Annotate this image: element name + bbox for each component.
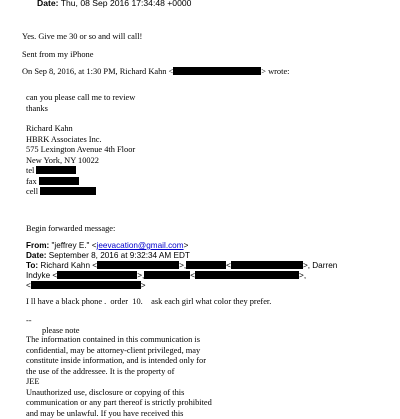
redaction-bar [57, 271, 137, 279]
to-sep: < [226, 261, 231, 270]
fwd-date-line [26, 251, 190, 261]
fax-label: fax [26, 177, 37, 186]
fwd-from-email-link[interactable]: jeevacation@gmail.com [97, 241, 184, 250]
wrote-line [22, 67, 290, 78]
disclaimer-line: constitute inside information, and is intended only for [26, 356, 212, 367]
quoted-line-1: can you please call me to review [26, 93, 135, 104]
redaction-bar [144, 271, 190, 279]
to-sep: >, [299, 271, 306, 280]
fwd-to-label: To: [26, 261, 38, 270]
disclaimer-line: JEE [26, 377, 212, 388]
to-sep: >, [137, 271, 144, 280]
redaction-bar [195, 271, 299, 279]
fwd-to-line2-start: Indyke < [26, 271, 57, 280]
begin-forwarded: Begin forwarded message: [26, 224, 115, 235]
redaction-bar [36, 166, 76, 174]
to-sep: > [141, 281, 146, 290]
disclaimer-line: The information contained in this communication is [26, 335, 212, 346]
footer-dashes: -- [26, 316, 32, 327]
fwd-to-line-3 [26, 281, 146, 291]
wrote-prefix: On Sep 8, 2016, at 1:30 PM, Richard Kahn < [22, 67, 173, 76]
redaction-bar [186, 261, 226, 269]
redaction-bar [39, 177, 79, 185]
fwd-to-line-2 [26, 271, 306, 281]
redaction-bar [40, 187, 96, 195]
sig-name: Richard Kahn [26, 124, 135, 135]
disclaimer-line: the use of the addressee. It is the property of [26, 367, 212, 378]
quoted-message [26, 93, 135, 198]
redaction-bar [97, 261, 179, 269]
to-sep: < [26, 281, 31, 290]
disclaimer-line: confidential, may be attorney-client privileged, may [26, 346, 212, 357]
fwd-from-name: "jeffrey E." < [51, 241, 96, 250]
date-label: Date: [37, 0, 59, 8]
fwd-date-label: Date: [26, 251, 46, 260]
wrote-suffix: > wrote: [261, 67, 289, 76]
sig-company: HBRK Associates Inc. [26, 135, 135, 146]
fwd-to-line [26, 261, 337, 271]
reply-signature: Sent from my iPhone [22, 50, 93, 61]
fwd-from-close: > [184, 241, 189, 250]
sig-cell [26, 187, 135, 198]
redaction-bar [231, 261, 303, 269]
disclaimer-line: Unauthorized use, disclosure or copying of this [26, 388, 212, 399]
fwd-body: I ll have a black phone . order 10. ask each girl what color they prefer. [26, 297, 271, 308]
disclaimer-block [26, 335, 212, 419]
sig-fax [26, 177, 135, 188]
cell-label: cell [26, 187, 38, 196]
email-date-line [37, 0, 191, 9]
footer-please-note: please note [42, 326, 79, 337]
sig-address-1: 575 Lexington Avenue 4th Floor [26, 145, 135, 156]
disclaimer-line: communication or any part thereof is strictly prohibited [26, 398, 212, 409]
fwd-from-line [26, 241, 188, 251]
reply-line-1: Yes. Give me 30 or so and will call! [22, 32, 142, 43]
tel-label: tel [26, 166, 34, 175]
fwd-to-start: Richard Kahn < [40, 261, 97, 270]
to-sep: < [190, 271, 195, 280]
fwd-date-value: September 8, 2016 at 9:32:34 AM EDT [49, 251, 190, 260]
sig-tel [26, 166, 135, 177]
redaction-bar [31, 281, 141, 289]
quoted-line-2: thanks [26, 104, 135, 115]
to-sep: >, [179, 261, 186, 270]
date-value: Thu, 08 Sep 2016 17:34:48 +0000 [61, 0, 192, 8]
sig-address-2: New York, NY 10022 [26, 156, 135, 167]
fwd-from-label: From: [26, 241, 49, 250]
disclaimer-line: and may be unlawful. If you have received this [26, 409, 212, 419]
redaction-bar [173, 67, 261, 75]
to-sep: >, Darren [303, 261, 337, 270]
